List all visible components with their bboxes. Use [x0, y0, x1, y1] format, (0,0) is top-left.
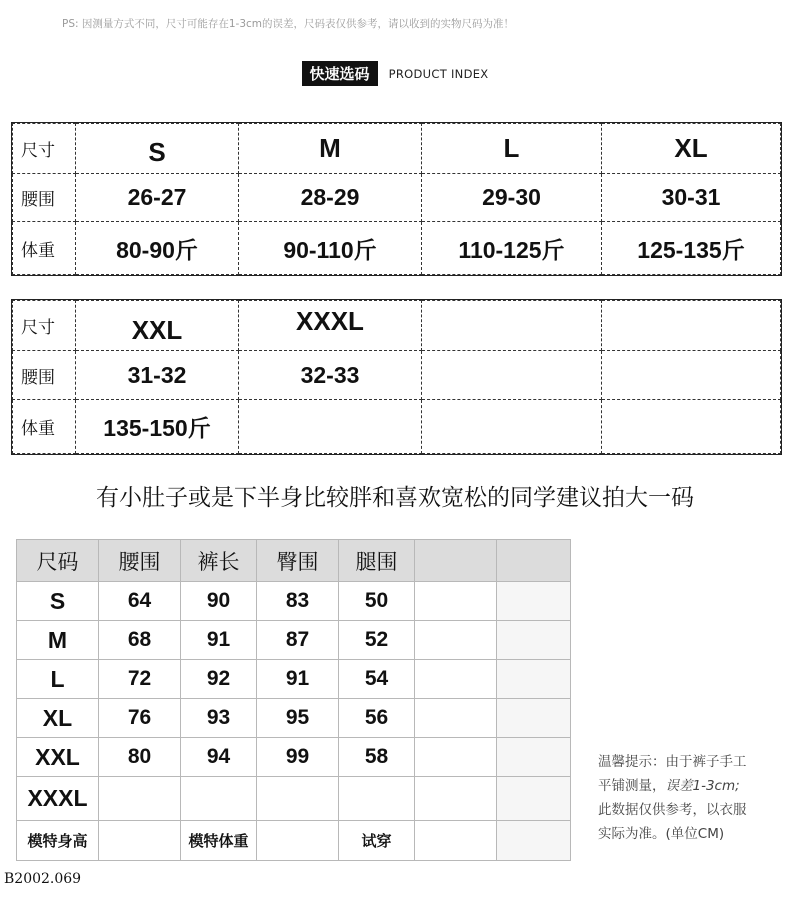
tip-line: 此数据仅供参考，以衣服: [598, 802, 747, 818]
try-on-label: 试穿: [339, 821, 415, 861]
tip-line: [598, 774, 788, 798]
hip-value: 87: [257, 621, 339, 660]
measurement-disclaimer: PS: 因测量方式不同，尺寸可能存在1-3cm的误差，尺码表仅供参考，请以收到的实物尺码为准！: [62, 18, 515, 30]
weight-cell: 90-110斤: [239, 222, 422, 275]
length-value: 90: [181, 582, 257, 621]
size-cell: XL: [602, 124, 781, 174]
header-empty: [497, 540, 571, 582]
weight-cell: 110-125斤: [422, 222, 602, 275]
empty-cell: [497, 582, 571, 621]
row-label-weight: 体重: [13, 222, 76, 275]
size-cell: XXL: [76, 301, 239, 351]
header-size: 尺码: [17, 540, 99, 582]
waist-cell: 29-30: [422, 174, 602, 222]
empty-cell: [497, 660, 571, 699]
footer-row: [17, 821, 571, 861]
empty-cell: [415, 738, 497, 777]
hip-value: 83: [257, 582, 339, 621]
waist-cell: 26-27: [76, 174, 239, 222]
model-weight-label: 模特体重: [181, 821, 257, 861]
length-value: 94: [181, 738, 257, 777]
size-cell: XXL: [17, 738, 99, 777]
waist-value: 76: [99, 699, 181, 738]
empty-cell: [497, 621, 571, 660]
table-row: [17, 777, 571, 821]
empty-cell: [257, 821, 339, 861]
table-row: [17, 738, 571, 777]
waist-value: 72: [99, 660, 181, 699]
title-badge: 快速选码: [302, 61, 378, 86]
table-row: [13, 174, 781, 222]
table-row: [17, 660, 571, 699]
size-cell: S: [17, 582, 99, 621]
length-value: 93: [181, 699, 257, 738]
length-value: 92: [181, 660, 257, 699]
table-row: [17, 699, 571, 738]
weight-cell: 80-90斤: [76, 222, 239, 275]
size-cell: L: [422, 124, 602, 174]
tip-text: 平铺测量，: [598, 778, 666, 794]
tip-line: 温馨提示：由于裤子手工: [598, 754, 747, 770]
weight-cell: 125-135斤: [602, 222, 781, 275]
empty-cell: [415, 821, 497, 861]
empty-cell: [99, 777, 181, 821]
tip-error-range: 误差1-3cm;: [665, 778, 740, 794]
empty-cell: [497, 821, 571, 861]
thigh-value: 54: [339, 660, 415, 699]
table-row: [17, 621, 571, 660]
header-thigh: 腿围: [339, 540, 415, 582]
waist-cell: 31-32: [76, 351, 239, 400]
table-row: [13, 351, 781, 400]
size-cell: S: [76, 124, 239, 174]
measurement-table: [16, 539, 571, 861]
empty-cell: [422, 351, 602, 400]
empty-cell: [415, 777, 497, 821]
header-length: 裤长: [181, 540, 257, 582]
empty-cell: [257, 777, 339, 821]
size-cell: XL: [17, 699, 99, 738]
waist-value: 64: [99, 582, 181, 621]
empty-cell: [415, 621, 497, 660]
thigh-value: 50: [339, 582, 415, 621]
model-height-label: 模特身高: [17, 821, 99, 861]
row-label-size: 尺寸: [13, 124, 76, 174]
table-row: [13, 222, 781, 275]
waist-cell: 30-31: [602, 174, 781, 222]
row-label-waist: 腰围: [13, 174, 76, 222]
header-empty: [415, 540, 497, 582]
waist-cell: 32-33: [239, 351, 422, 400]
empty-cell: [602, 400, 781, 454]
empty-cell: [497, 738, 571, 777]
size-cell: L: [17, 660, 99, 699]
header-row: [17, 540, 571, 582]
empty-cell: [422, 301, 602, 351]
waist-value: 80: [99, 738, 181, 777]
length-value: 91: [181, 621, 257, 660]
section-title: [0, 61, 790, 86]
row-label-waist: 腰围: [13, 351, 76, 400]
weight-cell: 135-150斤: [76, 400, 239, 454]
title-english: PRODUCT INDEX: [388, 66, 489, 81]
empty-cell: [602, 301, 781, 351]
waist-value: 68: [99, 621, 181, 660]
hip-value: 95: [257, 699, 339, 738]
empty-cell: [239, 400, 422, 454]
measurement-tip: [598, 750, 788, 846]
thigh-value: 52: [339, 621, 415, 660]
empty-cell: [602, 351, 781, 400]
table-row: [17, 582, 571, 621]
row-label-size: 尺寸: [13, 301, 76, 351]
quick-size-table-2: [12, 300, 781, 454]
empty-cell: [415, 582, 497, 621]
thigh-value: 58: [339, 738, 415, 777]
table-row: [13, 301, 781, 351]
hip-value: 91: [257, 660, 339, 699]
size-cell: XXXL: [17, 777, 99, 821]
size-cell: XXXL: [239, 301, 422, 351]
empty-cell: [415, 660, 497, 699]
size-cell: M: [239, 124, 422, 174]
waist-cell: 28-29: [239, 174, 422, 222]
empty-cell: [415, 699, 497, 738]
product-code: B2002.069: [4, 871, 82, 887]
row-label-weight: 体重: [13, 400, 76, 454]
sizing-advice: 有小肚子或是下半身比较胖和喜欢宽松的同学建议拍大一码: [96, 485, 694, 511]
table-row: [13, 400, 781, 454]
empty-cell: [497, 777, 571, 821]
empty-cell: [497, 699, 571, 738]
hip-value: 99: [257, 738, 339, 777]
empty-cell: [99, 821, 181, 861]
empty-cell: [422, 400, 602, 454]
thigh-value: 56: [339, 699, 415, 738]
header-waist: 腰围: [99, 540, 181, 582]
tip-line: 实际为准。(单位CM): [598, 826, 725, 842]
table-row: [13, 124, 781, 174]
quick-size-table-1: [12, 123, 781, 275]
empty-cell: [339, 777, 415, 821]
size-cell: M: [17, 621, 99, 660]
header-hip: 臀围: [257, 540, 339, 582]
empty-cell: [181, 777, 257, 821]
